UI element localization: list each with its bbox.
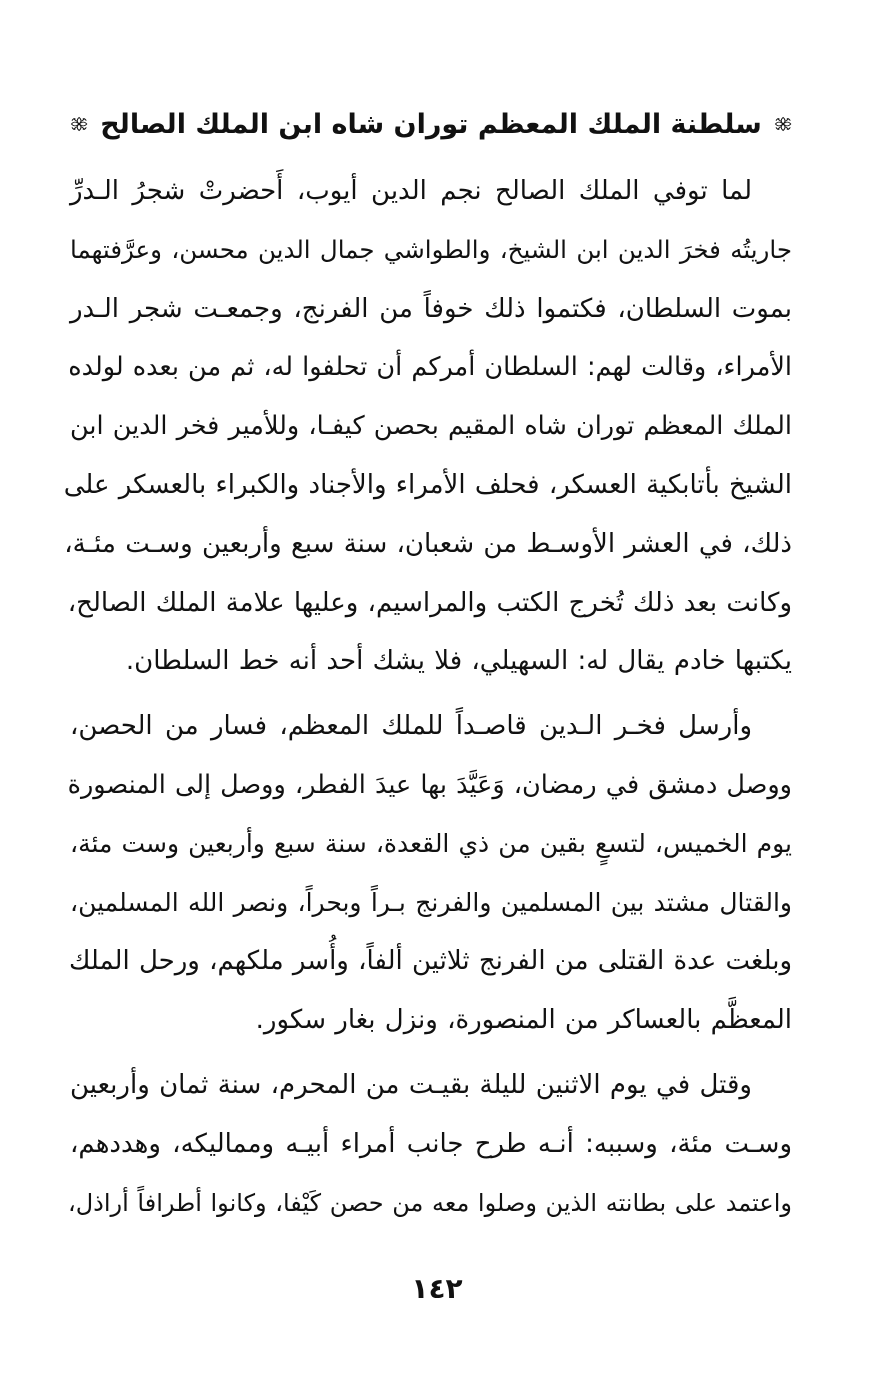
- text-line: الملك المعظم توران شاه المقيم بحصن كيفـا، وللأمير فخر الدين ابن: [70, 411, 792, 442]
- text-line: المعظَّم بالعساكر من المنصورة، ونزل بغار سكور.: [255, 1005, 792, 1036]
- text-line: ذلك، في العشر الأوسـط من شعبان، سنة سبع وأربعين وسـت مئـة،: [64, 528, 792, 559]
- book-page: [63, 96, 792, 1238]
- arabesque-ornament-icon: [774, 102, 792, 146]
- text-line: يوم الخميس، لتسعٍ بقين من ذي القعدة، سنة سبع وأربعين وست مئة،: [70, 828, 792, 858]
- text-line: وبلغت عدة القتلى من الفرنج ثلاثين ألفاً، وأُسر ملكهم، ورحل الملك: [69, 946, 792, 977]
- paragraph-1: [63, 162, 792, 691]
- text-line: وسـت مئة، وسببه: أنـه طرح جانب أمراء أبيـه ومماليكه، وهددهم،: [70, 1128, 792, 1159]
- paragraph-3: [67, 1056, 792, 1232]
- text-line: لما توفي الملك الصالح نجم الدين أيوب، أَحضرتْ شجرُ الـدرِّ: [70, 176, 752, 206]
- text-line: ووصل دمشق في رمضان، وَعَيَّدَ بها عيدَ الفطر، ووصل إلى المنصورة: [67, 769, 792, 800]
- text-line: وأرسل فخـر الـدين قاصـداً للملك المعظم، فسار من الحصن،: [70, 711, 752, 742]
- page-number: ١٤٢: [411, 1272, 463, 1305]
- chapter-title: سلطنة الملك المعظم توران شاه ابن الملك الصالح: [100, 108, 762, 140]
- chapter-header: [70, 96, 792, 152]
- text-line: وقتل في يوم الاثنين لليلة بقيـت من المحرم، سنة ثمان وأربعين: [70, 1069, 752, 1100]
- text-line: والقتال مشتد بين المسلمين والفرنج بـراً وبحراً، ونصر الله المسلمين،: [70, 887, 792, 917]
- arabesque-ornament-icon: [70, 102, 88, 146]
- text-line: الشيخ بأتابكية العسكر، فحلف الأمراء والأجناد والكبراء بالعسكر على: [63, 469, 792, 500]
- text-line: بموت السلطان، فكتموا ذلك خوفاً من الفرنج، وجمعـت شجر الـدر: [70, 293, 792, 324]
- paragraph-2: [67, 697, 792, 1050]
- text-line: يكتبها خادم يقال له: السهيلي، فلا يشك أحد أنه خط السلطان.: [125, 646, 792, 677]
- text-line: الأمراء، وقالت لهم: السلطان أمركم أن تحلفوا له، ثم من بعده لولده: [68, 352, 792, 383]
- text-line: جاريتُه فخرَ الدين ابن الشيخ، والطواشي جمال الدين محسن، وعرَّفتهما: [70, 234, 792, 264]
- text-line: وكانت بعد ذلك تُخرج الكتب والمراسيم، وعليها علامة الملك الصالح،: [67, 587, 792, 618]
- text-line: واعتمد على بطانته الذين وصلوا معه من حصن كَيْفا، وكانوا أطرافاً أراذل،: [67, 1188, 792, 1217]
